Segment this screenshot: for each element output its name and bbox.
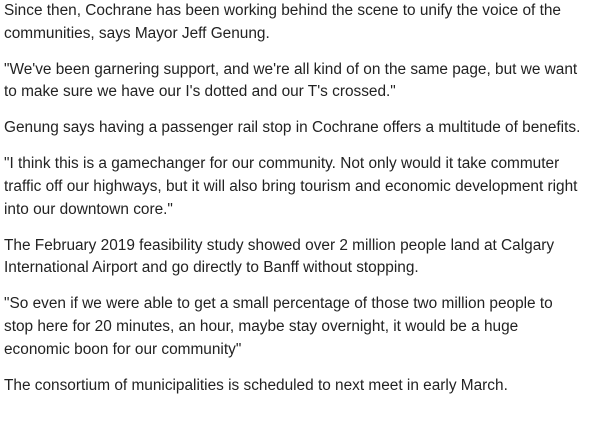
paragraph-next-meeting bbox=[4, 375, 610, 398]
paragraph-benefits bbox=[4, 117, 610, 140]
text-line: economic boon for our community" bbox=[4, 340, 242, 358]
text-line: to make sure we have our I's dotted and our T's crossed." bbox=[4, 83, 396, 101]
text-line: The February 2019 feasibility study showed over 2 million people land at Calgary bbox=[4, 236, 555, 254]
paragraph-feasibility-study bbox=[4, 235, 610, 280]
text-line: Since then, Cochrane has been working behind the scene to unify the voice of the bbox=[4, 2, 561, 19]
paragraph-quote-economic-boon bbox=[4, 293, 610, 361]
paragraph-quote-support bbox=[4, 59, 610, 104]
paragraph-quote-gamechanger bbox=[4, 153, 610, 221]
text-line: traffic off our highways, but it will also bring tourism and economic development right bbox=[4, 178, 578, 196]
text-line: communities, says Mayor Jeff Genung. bbox=[4, 24, 270, 42]
article-body bbox=[4, 0, 610, 411]
text-line: "So even if we were able to get a small percentage of those two million people to bbox=[4, 295, 553, 313]
text-line: stop here for 20 minutes, an hour, maybe stay overnight, it would be a huge bbox=[4, 318, 519, 336]
text-line: International Airport and go directly to Banff without stopping. bbox=[4, 259, 419, 277]
text-line: "I think this is a gamechanger for our community. Not only would it take commuter bbox=[4, 155, 560, 173]
text-line: into our downtown core." bbox=[4, 200, 173, 218]
text-line: "We've been garnering support, and we're all kind of on the same page, but we want bbox=[4, 60, 578, 78]
text-line: The consortium of municipalities is scheduled to next meet in early March. bbox=[4, 376, 508, 394]
paragraph-unify-voice bbox=[4, 0, 610, 45]
text-line: Genung says having a passenger rail stop in Cochrane offers a multitude of benefits. bbox=[4, 119, 581, 137]
